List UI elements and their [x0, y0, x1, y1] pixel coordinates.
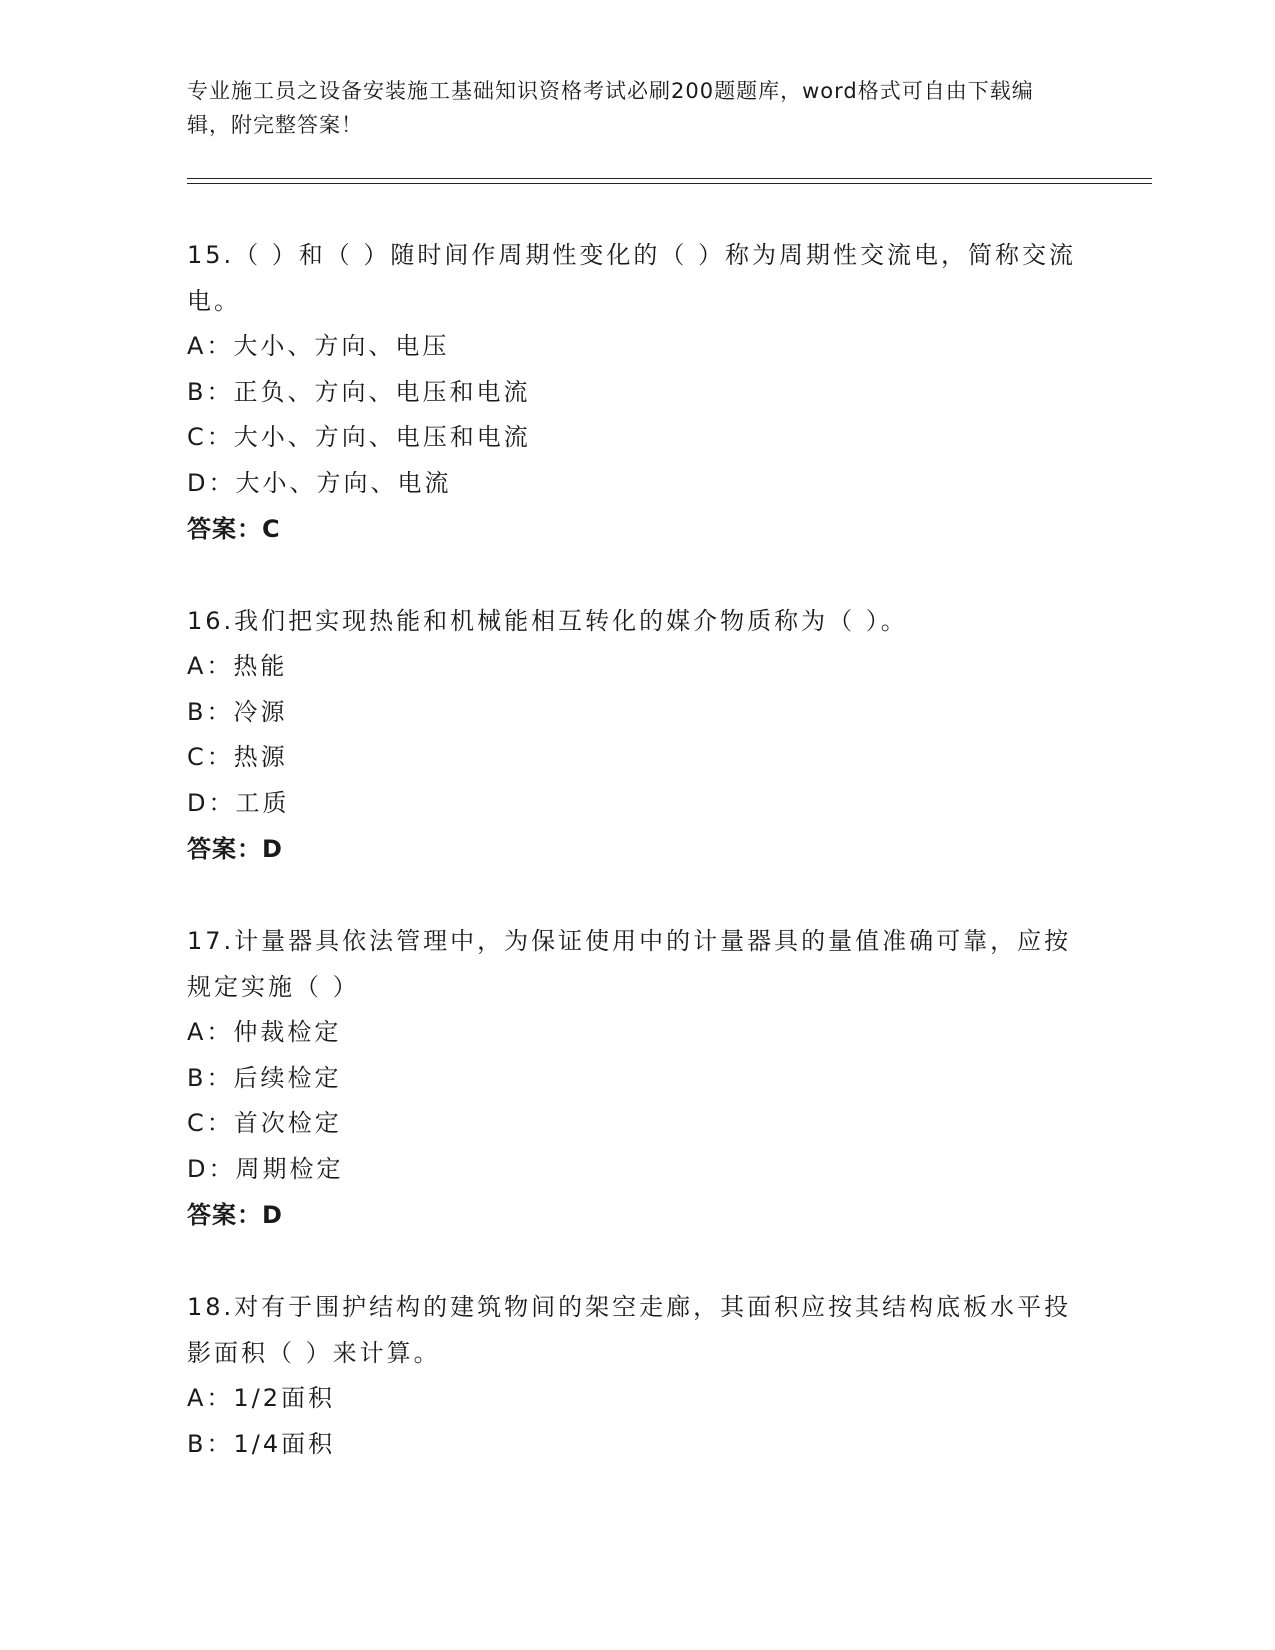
question-text: 16.我们把实现热能和机械能相互转化的媒介物质称为（ ）。: [187, 607, 908, 635]
option-a: A：仲裁检定: [187, 1018, 342, 1046]
question-15: [187, 232, 1087, 552]
document-header: 专业施工员之设备安装施工基础知识资格考试必刷200题题库，word格式可自由下载编辑，附完整答案！: [187, 79, 1034, 137]
option-d: D：工质: [187, 788, 290, 817]
header-divider-bottom: [187, 183, 1152, 184]
option-a: A：热能: [187, 652, 288, 680]
option-c: C：首次检定: [187, 1109, 342, 1137]
option-c: C：热源: [187, 743, 288, 771]
question-18: [187, 1284, 1087, 1467]
option-b: B：后续检定: [187, 1063, 342, 1092]
option-d: D：周期检定: [187, 1154, 344, 1183]
option-b: B：1/4面积: [187, 1429, 336, 1458]
answer-label: 答案：D: [187, 835, 283, 863]
question-17: [187, 918, 1087, 1238]
header-divider-top: [187, 178, 1152, 179]
option-d: D：大小、方向、电流: [187, 468, 452, 497]
question-text: 17.计量器具依法管理中，为保证使用中的计量器具的量值准确可靠，应按规定实施（ ）: [187, 927, 1072, 1001]
option-b: B：冷源: [187, 697, 288, 726]
question-text: 18.对有于围护结构的建筑物间的架空走廊，其面积应按其结构底板水平投影面积（ ）来计算。: [187, 1293, 1072, 1367]
question-16: [187, 598, 1087, 872]
option-b: B：正负、方向、电压和电流: [187, 377, 531, 406]
question-text: 15.（ ）和（ ）随时间作周期性变化的（ ）称为周期性交流电，简称交流电。: [187, 241, 1077, 315]
option-a: A：大小、方向、电压: [187, 332, 450, 360]
question-list: [187, 232, 1087, 1513]
option-c: C：大小、方向、电压和电流: [187, 423, 531, 451]
answer-label: 答案：C: [187, 515, 281, 543]
option-a: A：1/2面积: [187, 1384, 336, 1412]
answer-label: 答案：D: [187, 1201, 283, 1229]
